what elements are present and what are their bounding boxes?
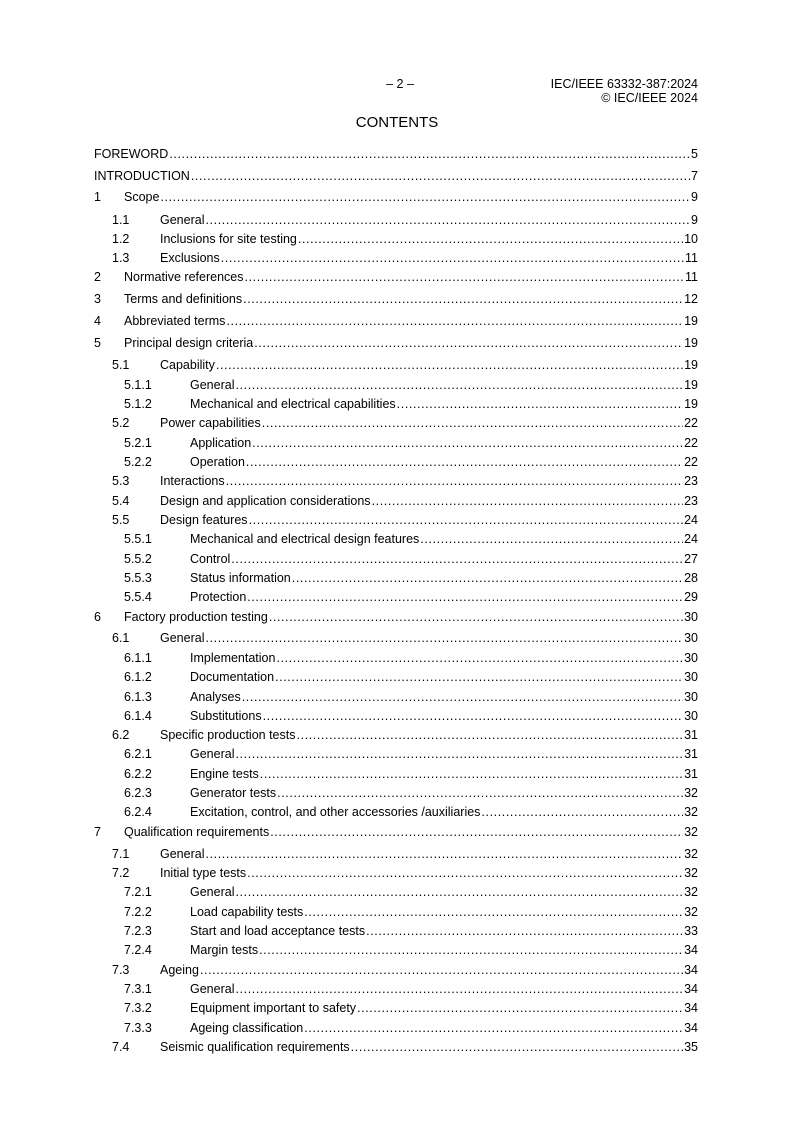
toc-entry-number: 3 [94,292,101,306]
toc-entry-title: Interactions [160,474,225,488]
toc-entry-title: General [190,747,235,761]
toc-leader-dots [249,512,684,528]
toc-entry-page: 30 [684,709,698,723]
toc-leader-dots [226,473,683,489]
toc-entry[interactable] [94,942,698,958]
toc-entry-title: Protection [190,590,247,604]
toc-leader-dots [270,824,683,840]
toc-entry-title: Margin tests [190,943,259,957]
toc-entry-number: 7.2.1 [124,885,152,899]
toc-entry-title: General [160,631,205,645]
toc-leader-dots [243,291,683,307]
copyright-notice: © IEC/IEEE 2024 [601,91,698,105]
toc-entry[interactable] [94,189,698,205]
toc-entry[interactable] [94,923,698,939]
toc-leader-dots [200,962,683,978]
toc-entry[interactable] [94,1020,698,1036]
toc-entry[interactable] [94,269,698,285]
toc-entry-page: 32 [684,866,698,880]
toc-entry-page: 31 [684,747,698,761]
toc-leader-dots [351,1039,683,1055]
toc-entry-title: Terms and definitions [124,292,243,306]
toc-leader-dots [235,884,683,900]
toc-entry[interactable] [94,493,698,509]
toc-entry[interactable] [94,804,698,820]
toc-entry-title: Equipment important to safety [190,1001,357,1015]
toc-entry-number: 5.3 [112,474,130,488]
toc-entry-page: 22 [684,416,698,430]
toc-entry[interactable] [94,473,698,489]
toc-leader-dots [372,493,684,509]
page-title: CONTENTS [355,114,439,131]
toc-leader-dots [277,785,683,801]
toc-entry-title: General [160,213,205,227]
toc-entry-title: Analyses [190,690,241,704]
toc-entry[interactable] [94,846,698,862]
toc-entry-title: Normative references [124,270,244,284]
toc-entry-title: Power capabilities [160,416,261,430]
toc-entry-number: 7.2 [112,866,130,880]
toc-entry-number: 5.2 [112,416,130,430]
toc-entry-page: 34 [684,943,698,957]
toc-entry-title: Mechanical and electrical capabilities [190,397,396,411]
toc-entry-title: Principal design criteria [124,336,254,350]
toc-entry-page: 9 [691,190,698,204]
toc-entry[interactable] [94,415,698,431]
toc-leader-dots [276,650,683,666]
toc-entry-page: 9 [691,213,698,227]
toc-leader-dots [235,981,683,997]
toc-entry-page: 5 [691,147,698,161]
toc-entry-page: 30 [684,651,698,665]
toc-entry-title: Documentation [190,670,275,684]
toc-entry-number: 5.5.2 [124,552,152,566]
toc-entry[interactable] [94,766,698,782]
toc-entry[interactable] [94,727,698,743]
toc-entry-number: 5.5.1 [124,532,152,546]
toc-entry-number: 7.3 [112,963,130,977]
toc-entry-page: 22 [684,436,698,450]
toc-entry-page: 34 [684,963,698,977]
toc-entry-number: 2 [94,270,101,284]
document-id: IEC/IEEE 63332-387:2024 [550,77,698,91]
toc-entry-number: 7.3.3 [124,1021,152,1035]
toc-entry-page: 31 [684,728,698,742]
toc-entry-number: 5.2.1 [124,436,152,450]
toc-leader-dots [205,212,690,228]
toc-entry[interactable] [94,785,698,801]
toc-leader-dots [247,865,683,881]
toc-entry-page: 30 [684,690,698,704]
toc-entry[interactable] [94,609,698,625]
toc-entry-number: 7.2.4 [124,943,152,957]
toc-entry-title: General [160,847,205,861]
toc-entry-title: Factory production testing [124,610,268,624]
toc-leader-dots [242,689,683,705]
toc-entry[interactable] [94,865,698,881]
toc-leader-dots [160,189,690,205]
toc-entry-title: Ageing [160,963,199,977]
toc-leader-dots [235,377,683,393]
toc-entry-page: 31 [684,767,698,781]
toc-leader-dots [481,804,683,820]
toc-entry-number: 7.2.2 [124,905,152,919]
toc-entry-number: 5.5.4 [124,590,152,604]
toc-entry[interactable] [94,962,698,978]
toc-entry-page: 19 [684,378,698,392]
toc-entry-title: Abbreviated terms [124,314,226,328]
toc-entry[interactable] [94,454,698,470]
toc-entry-page: 22 [684,455,698,469]
toc-entry-page: 19 [684,397,698,411]
toc-entry-page: 7 [691,169,698,183]
toc-entry-title: Load capability tests [190,905,304,919]
toc-entry-title: Scope [124,190,160,204]
toc-entry-title: Specific production tests [160,728,296,742]
toc-entry-page: 32 [684,885,698,899]
toc-entry-number: 6.1.1 [124,651,152,665]
toc-leader-dots [297,727,684,743]
toc-entry[interactable] [94,146,698,162]
toc-entry-title: Operation [190,455,245,469]
toc-entry-page: 23 [684,494,698,508]
toc-entry-number: 6.1.2 [124,670,152,684]
toc-entry-number: 6.2.3 [124,786,152,800]
toc-leader-dots [263,708,684,724]
toc-entry-page: 35 [684,1040,698,1054]
toc-leader-dots [304,1020,683,1036]
toc-entry-number: 5.1 [112,358,130,372]
toc-entry-number: 7 [94,825,101,839]
toc-entry-title: Generator tests [190,786,277,800]
toc-entry-title: Implementation [190,651,276,665]
toc-entry-page: 33 [684,924,698,938]
toc-leader-dots [221,250,684,266]
toc-leader-dots [366,923,683,939]
toc-entry-page: 28 [684,571,698,585]
toc-entry-page: 34 [684,982,698,996]
toc-leader-dots [169,146,690,162]
toc-entry-page: 34 [684,1001,698,1015]
toc-entry-page: 32 [684,905,698,919]
toc-leader-dots [252,435,683,451]
toc-entry[interactable] [94,250,698,266]
toc-entry-title: Mechanical and electrical design features [190,532,420,546]
toc-entry-title: Application [190,436,252,450]
toc-entry-number: 6.1.3 [124,690,152,704]
toc-entry[interactable] [94,231,698,247]
toc-entry-number: 7.2.3 [124,924,152,938]
toc-entry-title: Inclusions for site testing [160,232,297,246]
toc-entry-number: 7.3.1 [124,982,152,996]
toc-entry-page: 30 [684,670,698,684]
toc-entry-title: Ageing classification [190,1021,304,1035]
toc-entry[interactable] [94,435,698,451]
toc-entry[interactable] [94,708,698,724]
toc-entry-number: 6 [94,610,101,624]
toc-leader-dots [269,609,683,625]
toc-entry[interactable] [94,335,698,351]
toc-entry-number: 5.5 [112,513,130,527]
toc-entry[interactable] [94,650,698,666]
toc-leader-dots [191,168,690,184]
toc-entry[interactable] [94,1000,698,1016]
toc-entry[interactable] [94,589,698,605]
toc-entry-page: 32 [684,786,698,800]
toc-entry-title: Seismic qualification requirements [160,1040,350,1054]
toc-entry-number: 6.1.4 [124,709,152,723]
toc-entry-title: Qualification requirements [124,825,270,839]
toc-entry-title: General [190,378,235,392]
toc-entry-page: 32 [684,825,698,839]
toc-entry[interactable] [94,630,698,646]
toc-entry-page: 23 [684,474,698,488]
toc-leader-dots [275,669,683,685]
toc-entry-number: 5.1.2 [124,397,152,411]
toc-entry-title: Exclusions [160,251,220,265]
toc-leader-dots [292,570,683,586]
toc-entry[interactable] [94,689,698,705]
toc-entry[interactable] [94,313,698,329]
toc-leader-dots [216,357,683,373]
toc-entry-page: 24 [684,513,698,527]
toc-entry[interactable] [94,824,698,840]
toc-entry[interactable] [94,1039,698,1055]
toc-entry-title: Initial type tests [160,866,247,880]
toc-entry-number: 6.2.2 [124,767,152,781]
toc-entry-number: 4 [94,314,101,328]
toc-entry-title: INTRODUCTION [94,169,190,183]
toc-entry-page: 32 [684,805,698,819]
toc-entry-number: 5.2.2 [124,455,152,469]
toc-entry[interactable] [94,377,698,393]
toc-leader-dots [254,335,683,351]
toc-entry-page: 11 [685,270,698,284]
toc-leader-dots [235,746,683,762]
toc-entry-number: 5.5.3 [124,571,152,585]
toc-entry-title: Control [190,552,231,566]
toc-entry-number: 7.1 [112,847,130,861]
toc-leader-dots [247,589,683,605]
toc-leader-dots [357,1000,683,1016]
toc-entry[interactable] [94,884,698,900]
toc-entry-page: 19 [684,336,698,350]
toc-entry-number: 1.1 [112,213,130,227]
toc-entry-title: Status information [190,571,291,585]
toc-entry-title: Design and application considerations [160,494,371,508]
toc-entry-page: 24 [684,532,698,546]
toc-entry-number: 6.2.4 [124,805,152,819]
toc-leader-dots [205,846,683,862]
toc-leader-dots [262,415,683,431]
toc-entry[interactable] [94,551,698,567]
toc-entry-title: Design features [160,513,248,527]
toc-leader-dots [246,454,683,470]
toc-entry-title: Engine tests [190,767,259,781]
toc-entry-page: 34 [684,1021,698,1035]
toc-leader-dots [420,531,683,547]
toc-entry-page: 19 [684,358,698,372]
toc-entry[interactable] [94,512,698,528]
toc-leader-dots [397,396,683,412]
toc-entry-page: 10 [684,232,698,246]
toc-leader-dots [260,766,683,782]
toc-leader-dots [298,231,683,247]
toc-entry[interactable] [94,357,698,373]
toc-entry-page: 12 [684,292,698,306]
toc-entry-title: Excitation, control, and other accessories /auxiliaries [190,805,481,819]
toc-entry[interactable] [94,531,698,547]
toc-entry-title: General [190,885,235,899]
toc-entry[interactable] [94,570,698,586]
toc-entry-title: Capability [160,358,215,372]
toc-entry[interactable] [94,981,698,997]
toc-entry-page: 32 [684,847,698,861]
toc-entry-title: Start and load acceptance tests [190,924,366,938]
toc-entry-number: 6.2.1 [124,747,152,761]
toc-entry-number: 7.4 [112,1040,130,1054]
toc-entry-number: 5 [94,336,101,350]
toc-entry[interactable] [94,212,698,228]
toc-entry-number: 5.1.1 [124,378,152,392]
toc-entry-page: 27 [684,552,698,566]
toc-entry-title: Substitutions [190,709,262,723]
toc-entry-title: General [190,982,235,996]
toc-entry[interactable] [94,168,698,184]
toc-entry-number: 7.3.2 [124,1001,152,1015]
toc-leader-dots [304,904,683,920]
toc-leader-dots [231,551,683,567]
toc-entry-number: 6.1 [112,631,130,645]
toc-entry-page: 30 [684,631,698,645]
toc-entry-number: 5.4 [112,494,130,508]
toc-entry[interactable] [94,396,698,412]
page-number: – 2 – [386,77,414,91]
toc-leader-dots [259,942,683,958]
toc-entry-page: 30 [684,610,698,624]
toc-entry-number: 1 [94,190,101,204]
toc-leader-dots [205,630,683,646]
toc-entry-page: 19 [684,314,698,328]
toc-entry-page: 29 [684,590,698,604]
toc-entry-number: 1.3 [112,251,130,265]
toc-leader-dots [226,313,683,329]
toc-entry-page: 11 [685,251,698,265]
toc-entry[interactable] [94,669,698,685]
toc-leader-dots [245,269,685,285]
toc-entry-number: 1.2 [112,232,130,246]
toc-entry[interactable] [94,291,698,307]
toc-entry-number: 6.2 [112,728,130,742]
toc-entry-title: FOREWORD [94,147,169,161]
toc-entry[interactable] [94,904,698,920]
toc-entry[interactable] [94,746,698,762]
